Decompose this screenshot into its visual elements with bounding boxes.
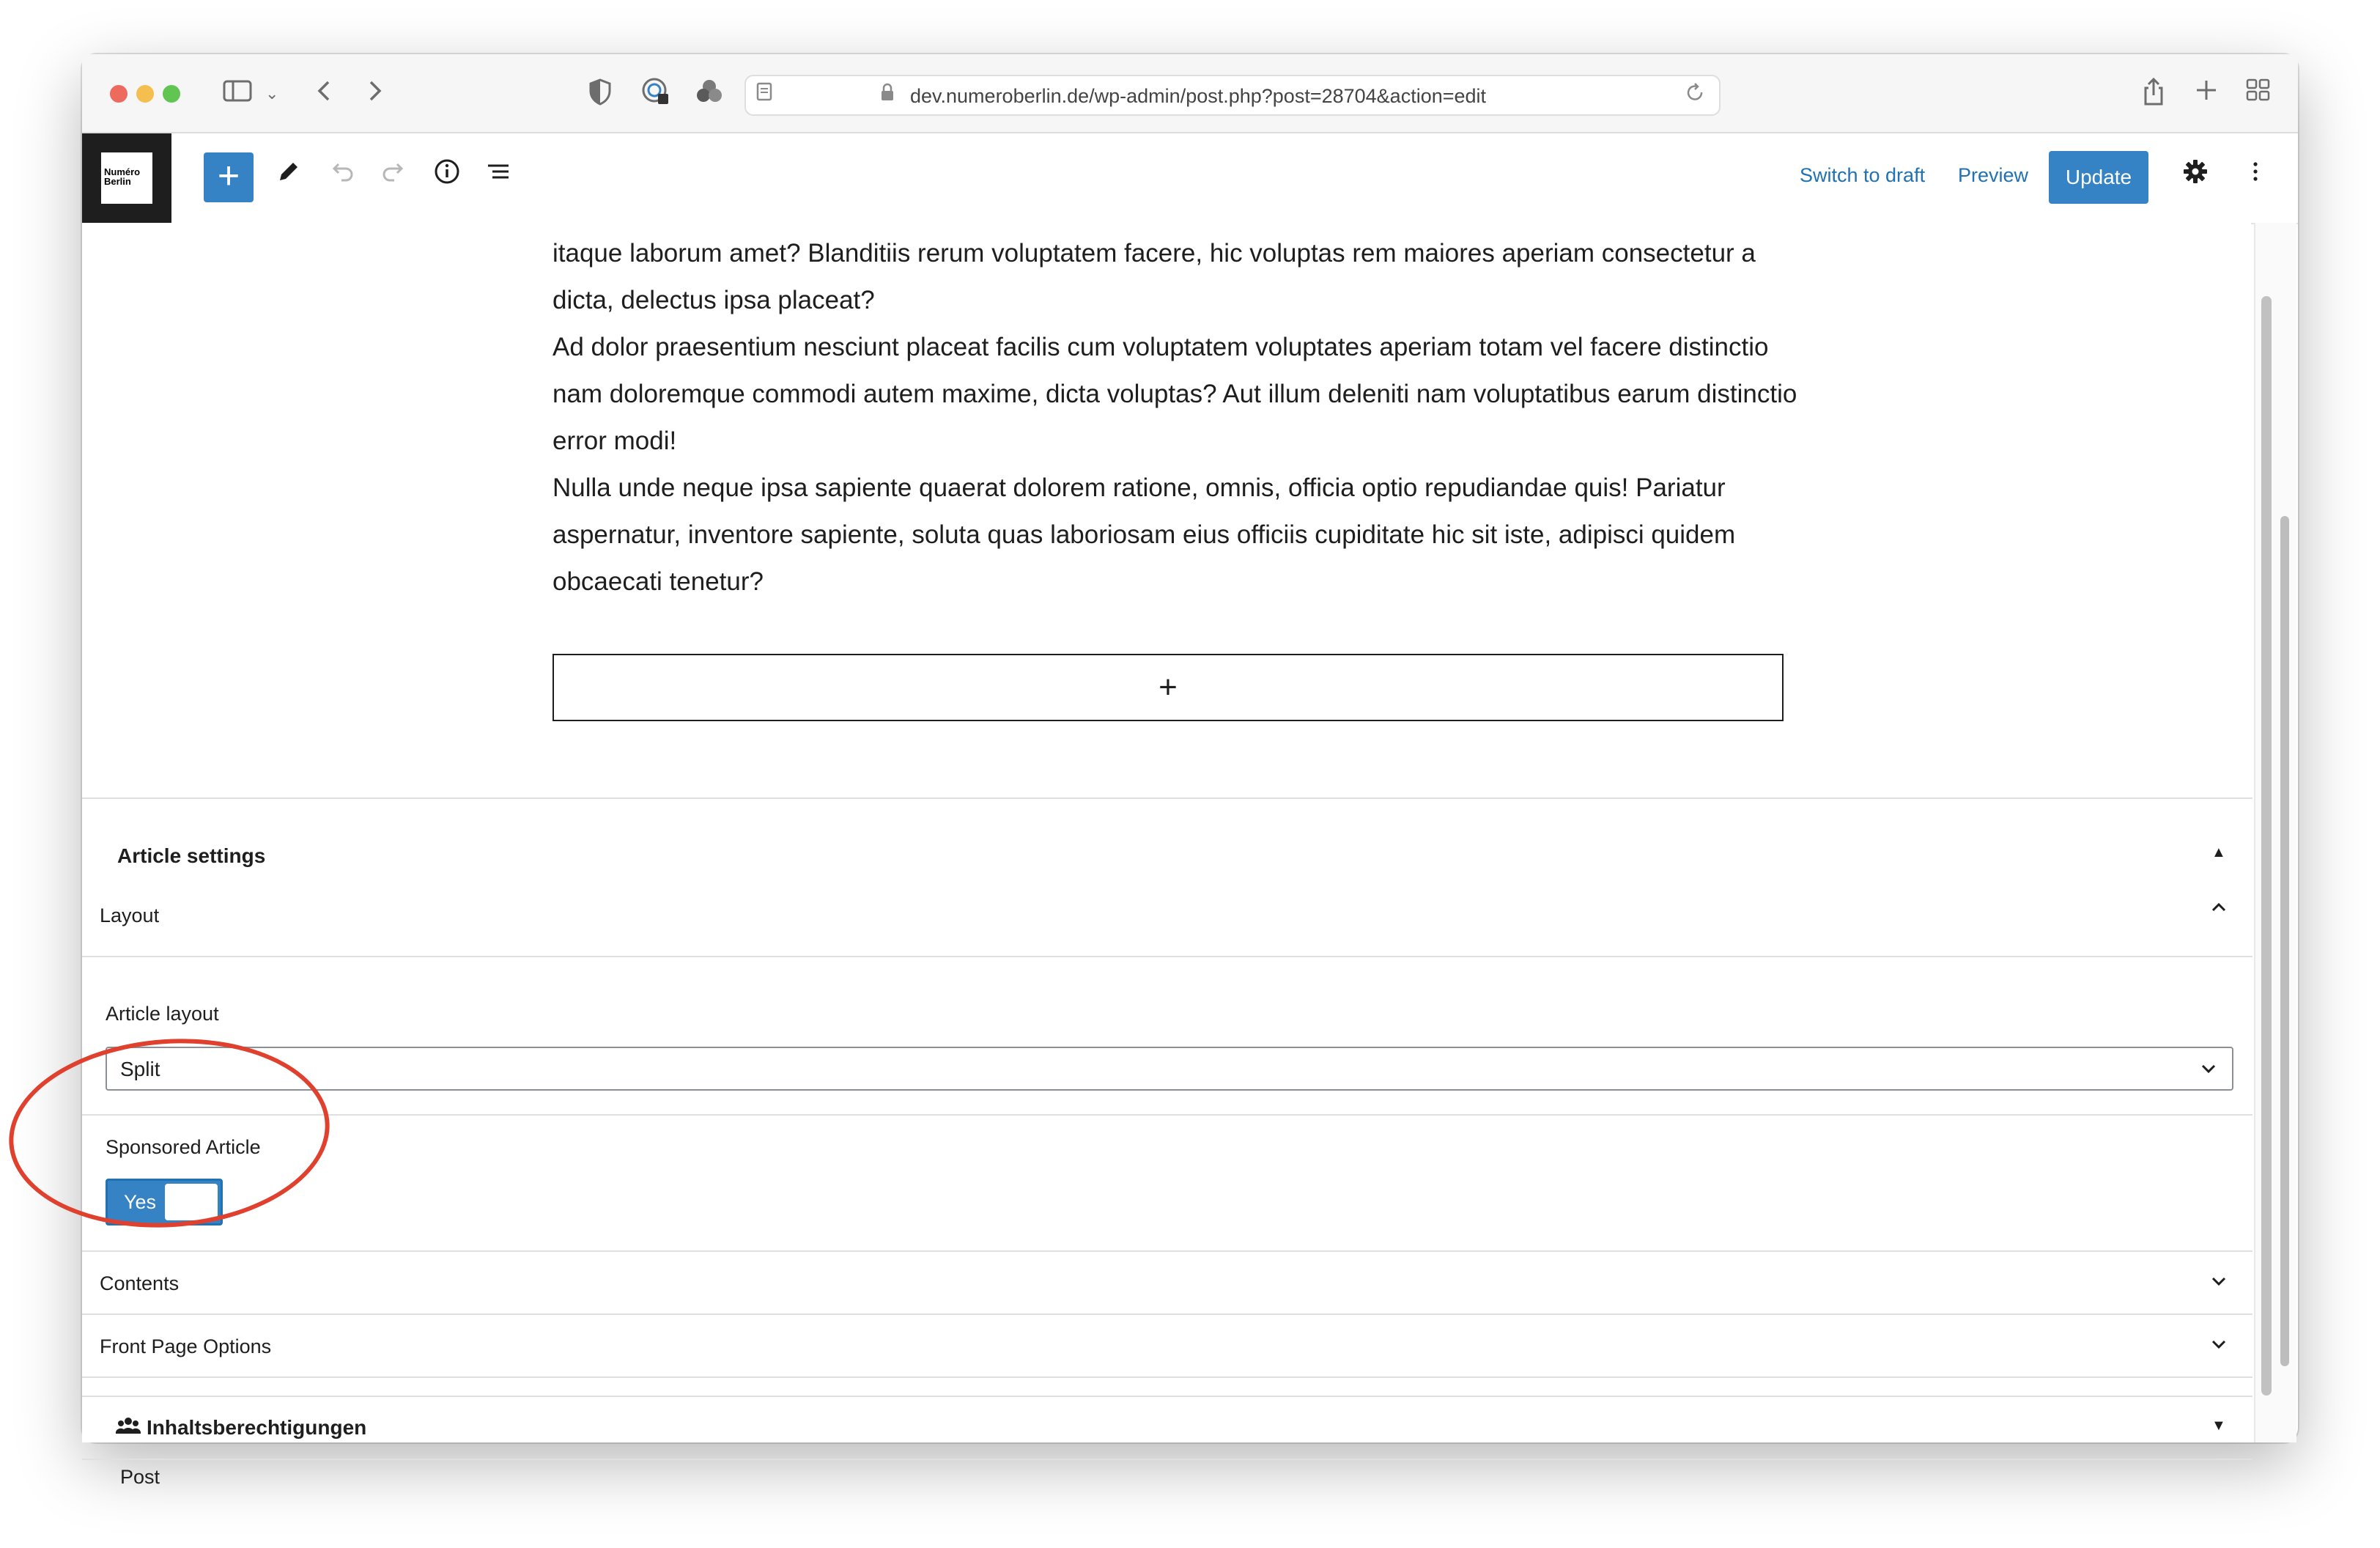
settings-gear-icon[interactable] [2175,157,2216,198]
list-view-icon[interactable] [478,157,519,198]
extension-icon[interactable] [695,78,724,111]
collapse-triangle-icon[interactable]: ▲ [2211,844,2226,860]
share-icon[interactable] [2141,76,2166,114]
front-page-options-title[interactable]: Front Page Options [100,1335,272,1357]
reader-icon[interactable] [755,79,774,112]
permissions-title[interactable]: Inhaltsberechtigungen [147,1416,367,1439]
divider [82,956,2252,957]
browser-window [82,54,2298,1488]
chevron-down-icon[interactable]: ⌄ [265,84,279,103]
divider [82,797,2252,799]
shield-icon[interactable] [588,78,613,112]
close-window-button[interactable] [110,85,128,103]
expand-triangle-icon[interactable]: ▼ [2211,1418,2226,1434]
zoom-window-button[interactable] [163,85,180,103]
paragraph-block[interactable]: Nulla unde neque ipsa sapiente quaerat dolorem ratione, omnis, officia optio repudiandae quis! Pariatur aspernatur, inventore sapiente, soluta quas laboriosam eius officiis cupiditate hic sit iste, adipisci quidem obcaecati tenetur? [552,473,1736,596]
address-bar[interactable] [744,75,1721,116]
tab-overview-icon[interactable] [2245,78,2272,109]
lock-icon [879,81,895,110]
scrollbar-thumb[interactable] [2280,516,2289,1366]
new-tab-icon[interactable] [2194,78,2219,109]
back-icon[interactable] [315,76,333,112]
layout-section-title[interactable]: Layout [100,904,160,926]
article-settings-title[interactable]: Article settings [117,844,266,867]
permissions-post-label: Post [120,1466,160,1488]
minimize-window-button[interactable] [136,85,154,103]
divider [82,1114,2252,1116]
divider [82,1376,2252,1378]
chevron-down-icon[interactable] [2209,1334,2229,1360]
article-layout-value: Split [120,1058,160,1080]
url-text: dev.numeroberlin.de/wp-admin/post.php?post=28704&action=edit [910,85,1487,107]
divider [82,1396,2252,1397]
block-appender-button[interactable] [552,654,1784,721]
browser-toolbar [82,54,2298,133]
chevron-down-icon[interactable] [2209,1271,2229,1297]
editor-canvas [82,223,2251,1488]
article-layout-select[interactable] [106,1047,2233,1091]
divider [82,1459,2252,1460]
contents-section-title[interactable]: Contents [100,1272,180,1294]
users-icon [116,1415,141,1442]
scrollbar-thumb-outer[interactable] [2261,296,2272,1396]
undo-icon[interactable] [321,157,362,198]
sponsored-article-label: Sponsored Article [106,1136,261,1158]
paragraph-block[interactable]: itaque laborum amet? Blanditiis rerum voluptatem facere, hic voluptas rem maiores aperiam consectetur a dicta, delectus ipsa placeat? [552,239,1756,314]
forward-icon[interactable] [366,76,384,112]
divider [82,1250,2252,1252]
details-info-icon[interactable] [426,157,468,198]
update-button[interactable]: Update [2049,151,2148,204]
scrollbar[interactable] [2254,223,2296,1442]
plus-icon: + [1158,669,1178,705]
switch-to-draft-button[interactable]: Switch to draft [1800,164,1926,186]
divider [82,1313,2252,1315]
preview-button[interactable]: Preview [1958,164,2029,186]
sidebar-toggle-icon[interactable] [223,79,252,109]
paragraph-block[interactable]: Ad dolor praesentium nesciunt placeat facilis cum voluptatem voluptates aperiam totam vel facere distinctio nam doloremque commodi autem maxime, dicta voluptas? Aut illum deleniti nam voluptatibus earum distinctio error modi! [552,333,1797,455]
reload-icon[interactable] [1684,81,1706,111]
toggle-state-label: Yes [124,1191,157,1213]
tools-pencil-icon[interactable] [268,157,309,198]
options-more-icon[interactable] [2235,157,2276,198]
article-layout-label: Article layout [106,1003,219,1025]
clipped-text-line [552,196,1813,223]
redo-icon[interactable] [374,157,415,198]
chevron-up-icon[interactable] [2209,897,2229,923]
chevron-down-icon [2198,1055,2219,1087]
site-logo[interactable] [82,133,171,223]
add-block-button[interactable]: + [204,152,254,202]
password-extension-icon[interactable] [640,76,671,114]
site-logo-text: Numéro Berlin [101,152,152,204]
